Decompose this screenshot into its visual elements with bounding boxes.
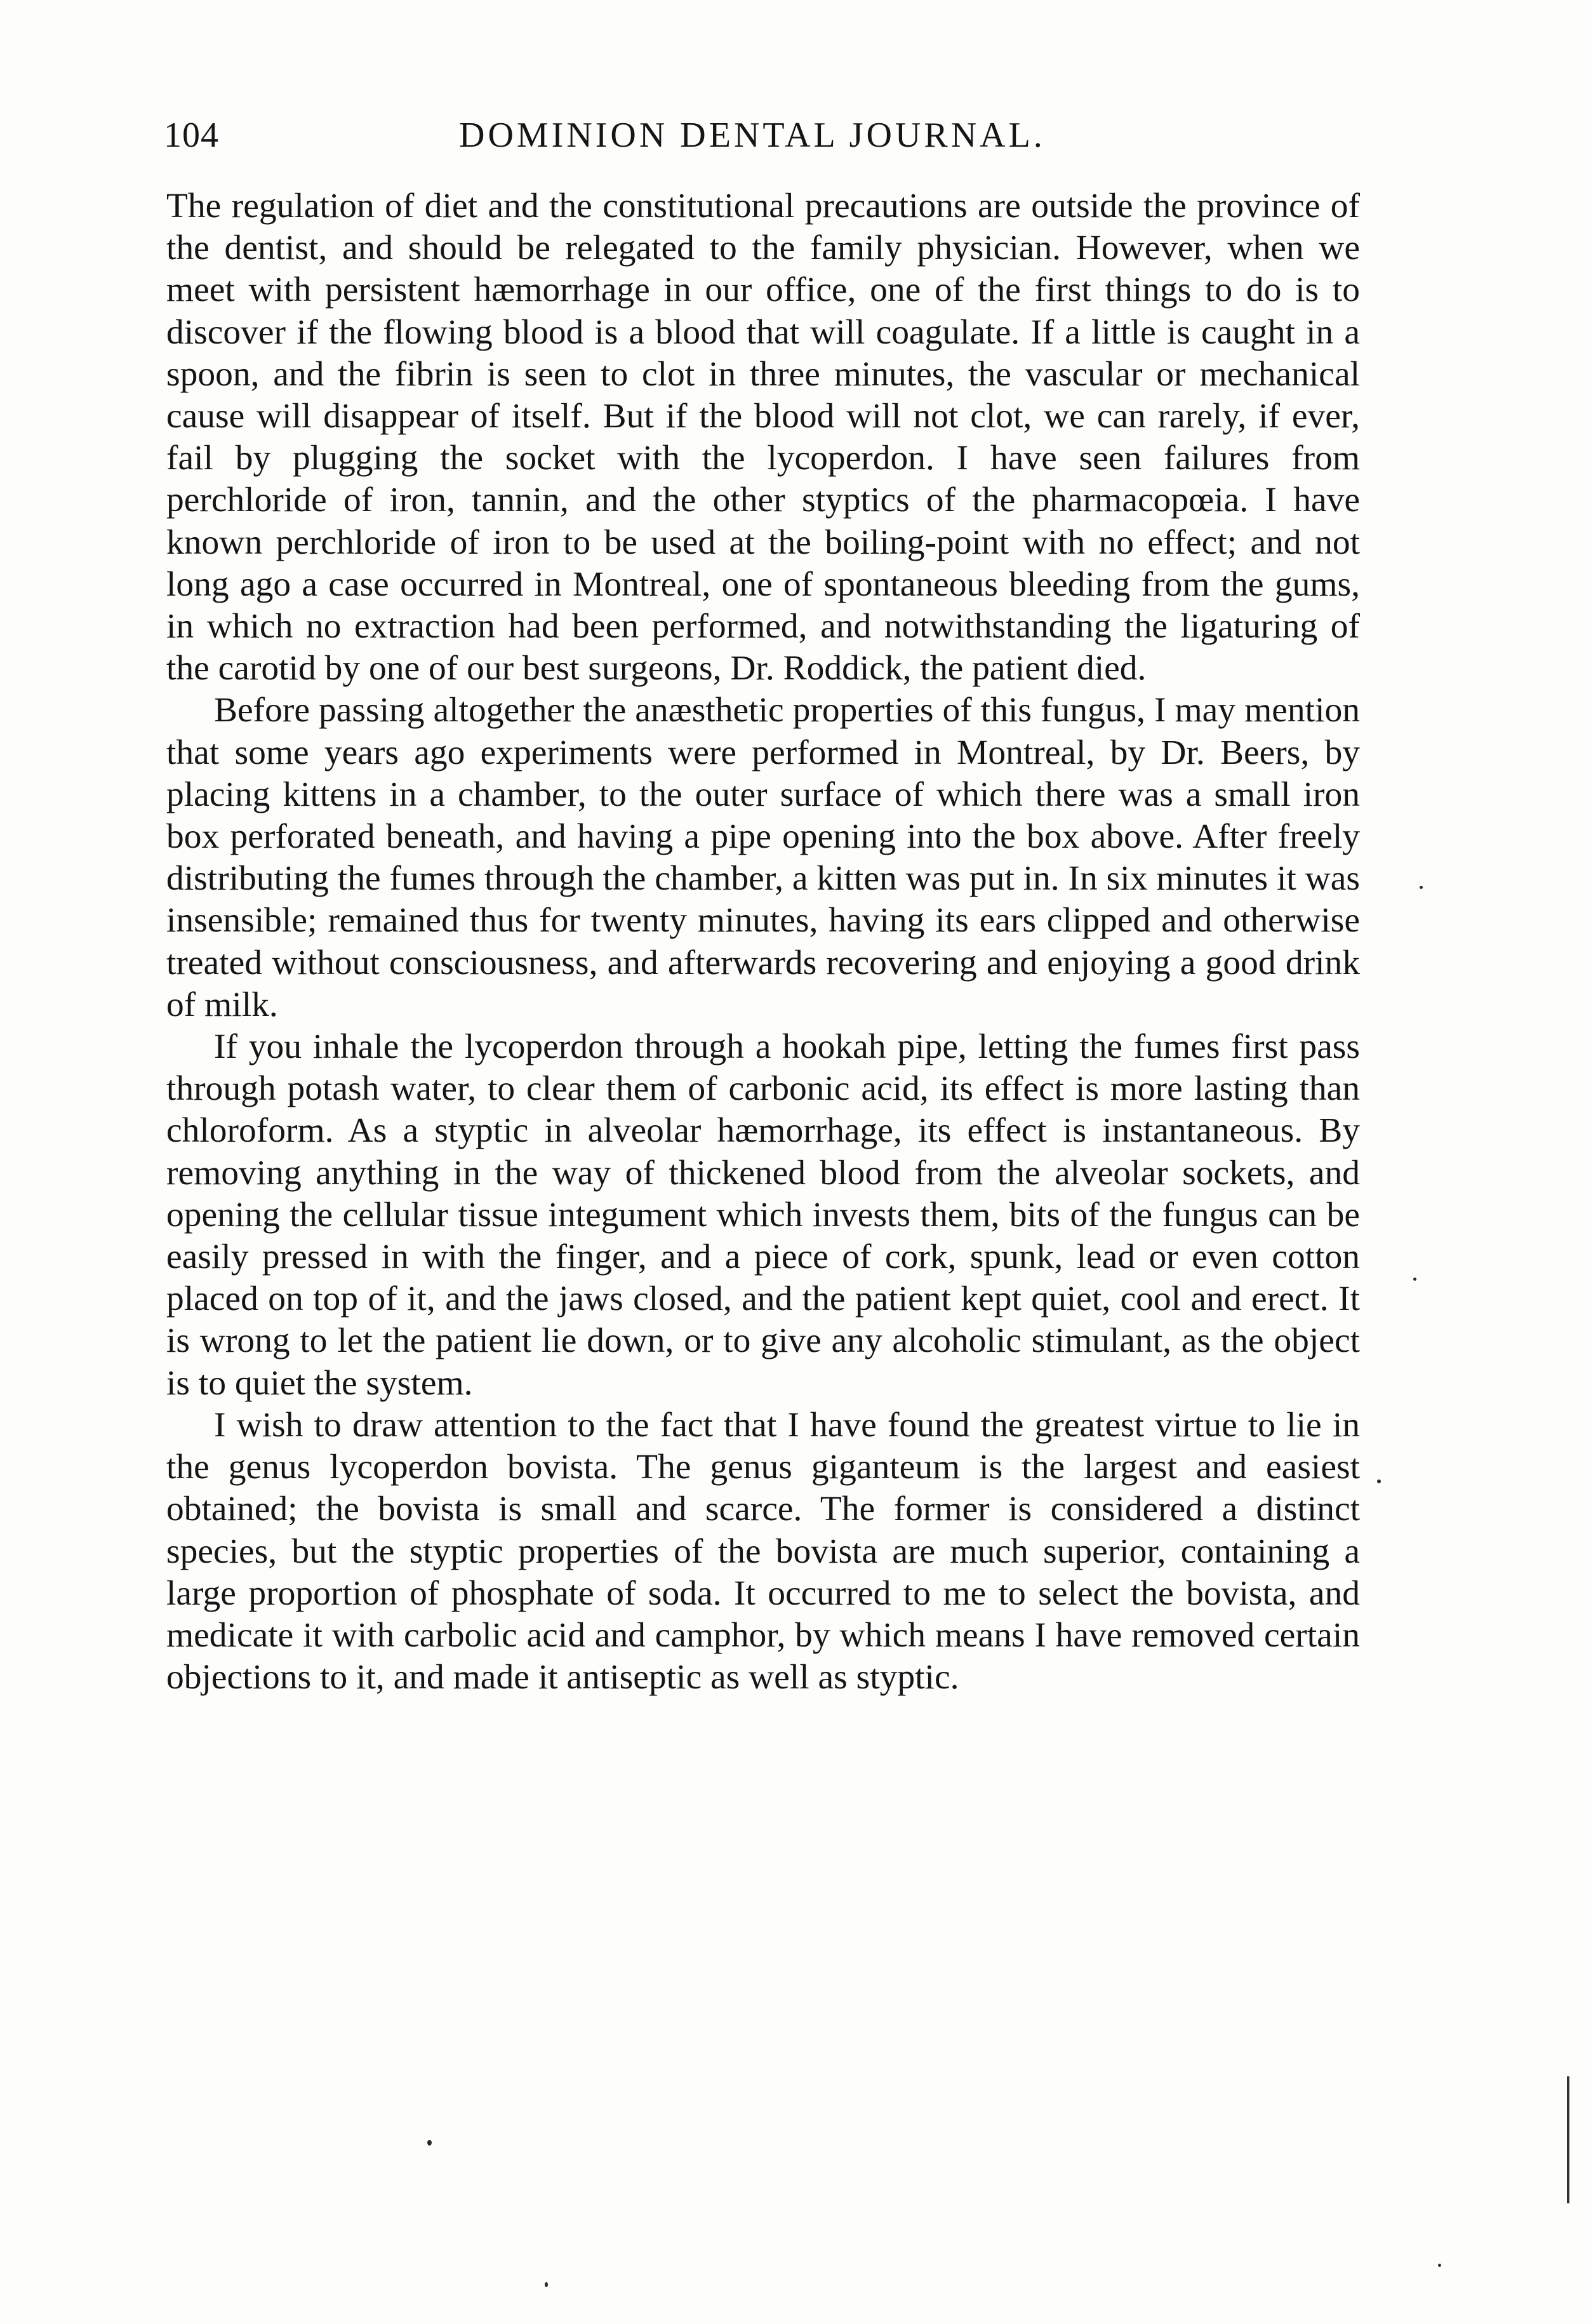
page-number: 104 (164, 116, 219, 155)
scan-speck (545, 2282, 548, 2287)
running-header (164, 107, 1383, 164)
scan-speck (1420, 886, 1423, 889)
article-body (166, 185, 1360, 1699)
paragraph-haemorrhage: The regulation of diet and the constitutional precautions are outside the province of the dentist, and should be relegated to the family physician. However, when we meet with persistent hæmorrhage in our office, one of the first things to do is to discover if the flowing blood is a blood that will coagulate. If a little is caught in a spoon, and the fibrin is seen to clot in three minutes, the vascular or mechanical cause will disappear of itself. But if the blood will not clot, we can rarely, if ever, fail by plugging the socket with the lycoperdon. I have seen failures from perchloride of iron, tannin, and the other styptics of the pharmacopœia. I have known perchloride of iron to be used at the boiling-point with no effect; and not long ago a case occurred in Montreal, one of spontaneous bleeding from the gums, in which no extraction had been performed, and notwithstanding the ligaturing of the carotid by one of our best surgeons, Dr. Roddick, the patient died. (166, 187, 1360, 688)
paragraph-hookah-styptic: If you inhale the lycoperdon through a hookah pipe, letting the fumes first pass through potash water, to clear them of carbonic acid, its effect is more lasting than chloroform. As a styptic in alveolar hæmorrhage, its effect is instantaneous. By removing anything in the way of thickened blood from the alveolar sockets, and opening the cellular tissue integument which invests them, bits of the fungus can be easily pressed in with the finger, and a piece of cork, spunk, lead or even cotton placed on top of it, and the jaws closed, and the patient kept quiet, cool and erect. It is wrong to let the patient lie down, or to give any alcoholic stimulant, as the object is to quiet the system. (166, 1027, 1360, 1403)
scan-speck (1377, 1479, 1381, 1483)
scan-speck (1413, 1278, 1416, 1281)
scan-edge-line (1567, 2076, 1569, 2203)
scan-speck (1438, 2264, 1441, 2267)
paragraph-anaesthetic-experiment: Before passing altogether the anæsthetic properties of this fungus, I may mention that some years ago experiments were performed in Montreal, by Dr. Beers, by placing kittens in a chamber, to the outer surface of which there was a small iron box perforated beneath, and having a pipe opening into the box above. After freely distributing the fumes through the chamber, a kitten was put in. In six minutes it was insensible; remained thus for twenty minutes, having its ears clipped and otherwise treated without consciousness, and afterwards recovering and enjoying a good drink of milk. (166, 691, 1360, 1024)
journal-title: DOMINION DENTAL JOURNAL. (459, 116, 1046, 155)
scan-speck (427, 2140, 432, 2146)
paragraph-bovista: I wish to draw attention to the fact that I have found the greatest virtue to lie in the genus lycoperdon bovista. The genus giganteum is the largest and easiest obtained; the bovista is small and scarce. The former is considered a distinct species, but the styptic properties of the bovista are much superior, containing a large proportion of phosphate of soda. It occurred to me to select the bovista, and medicate it with carbolic acid and camphor, by which means I have removed certain objections to it, and made it antiseptic as well as styptic. (166, 1405, 1360, 1697)
